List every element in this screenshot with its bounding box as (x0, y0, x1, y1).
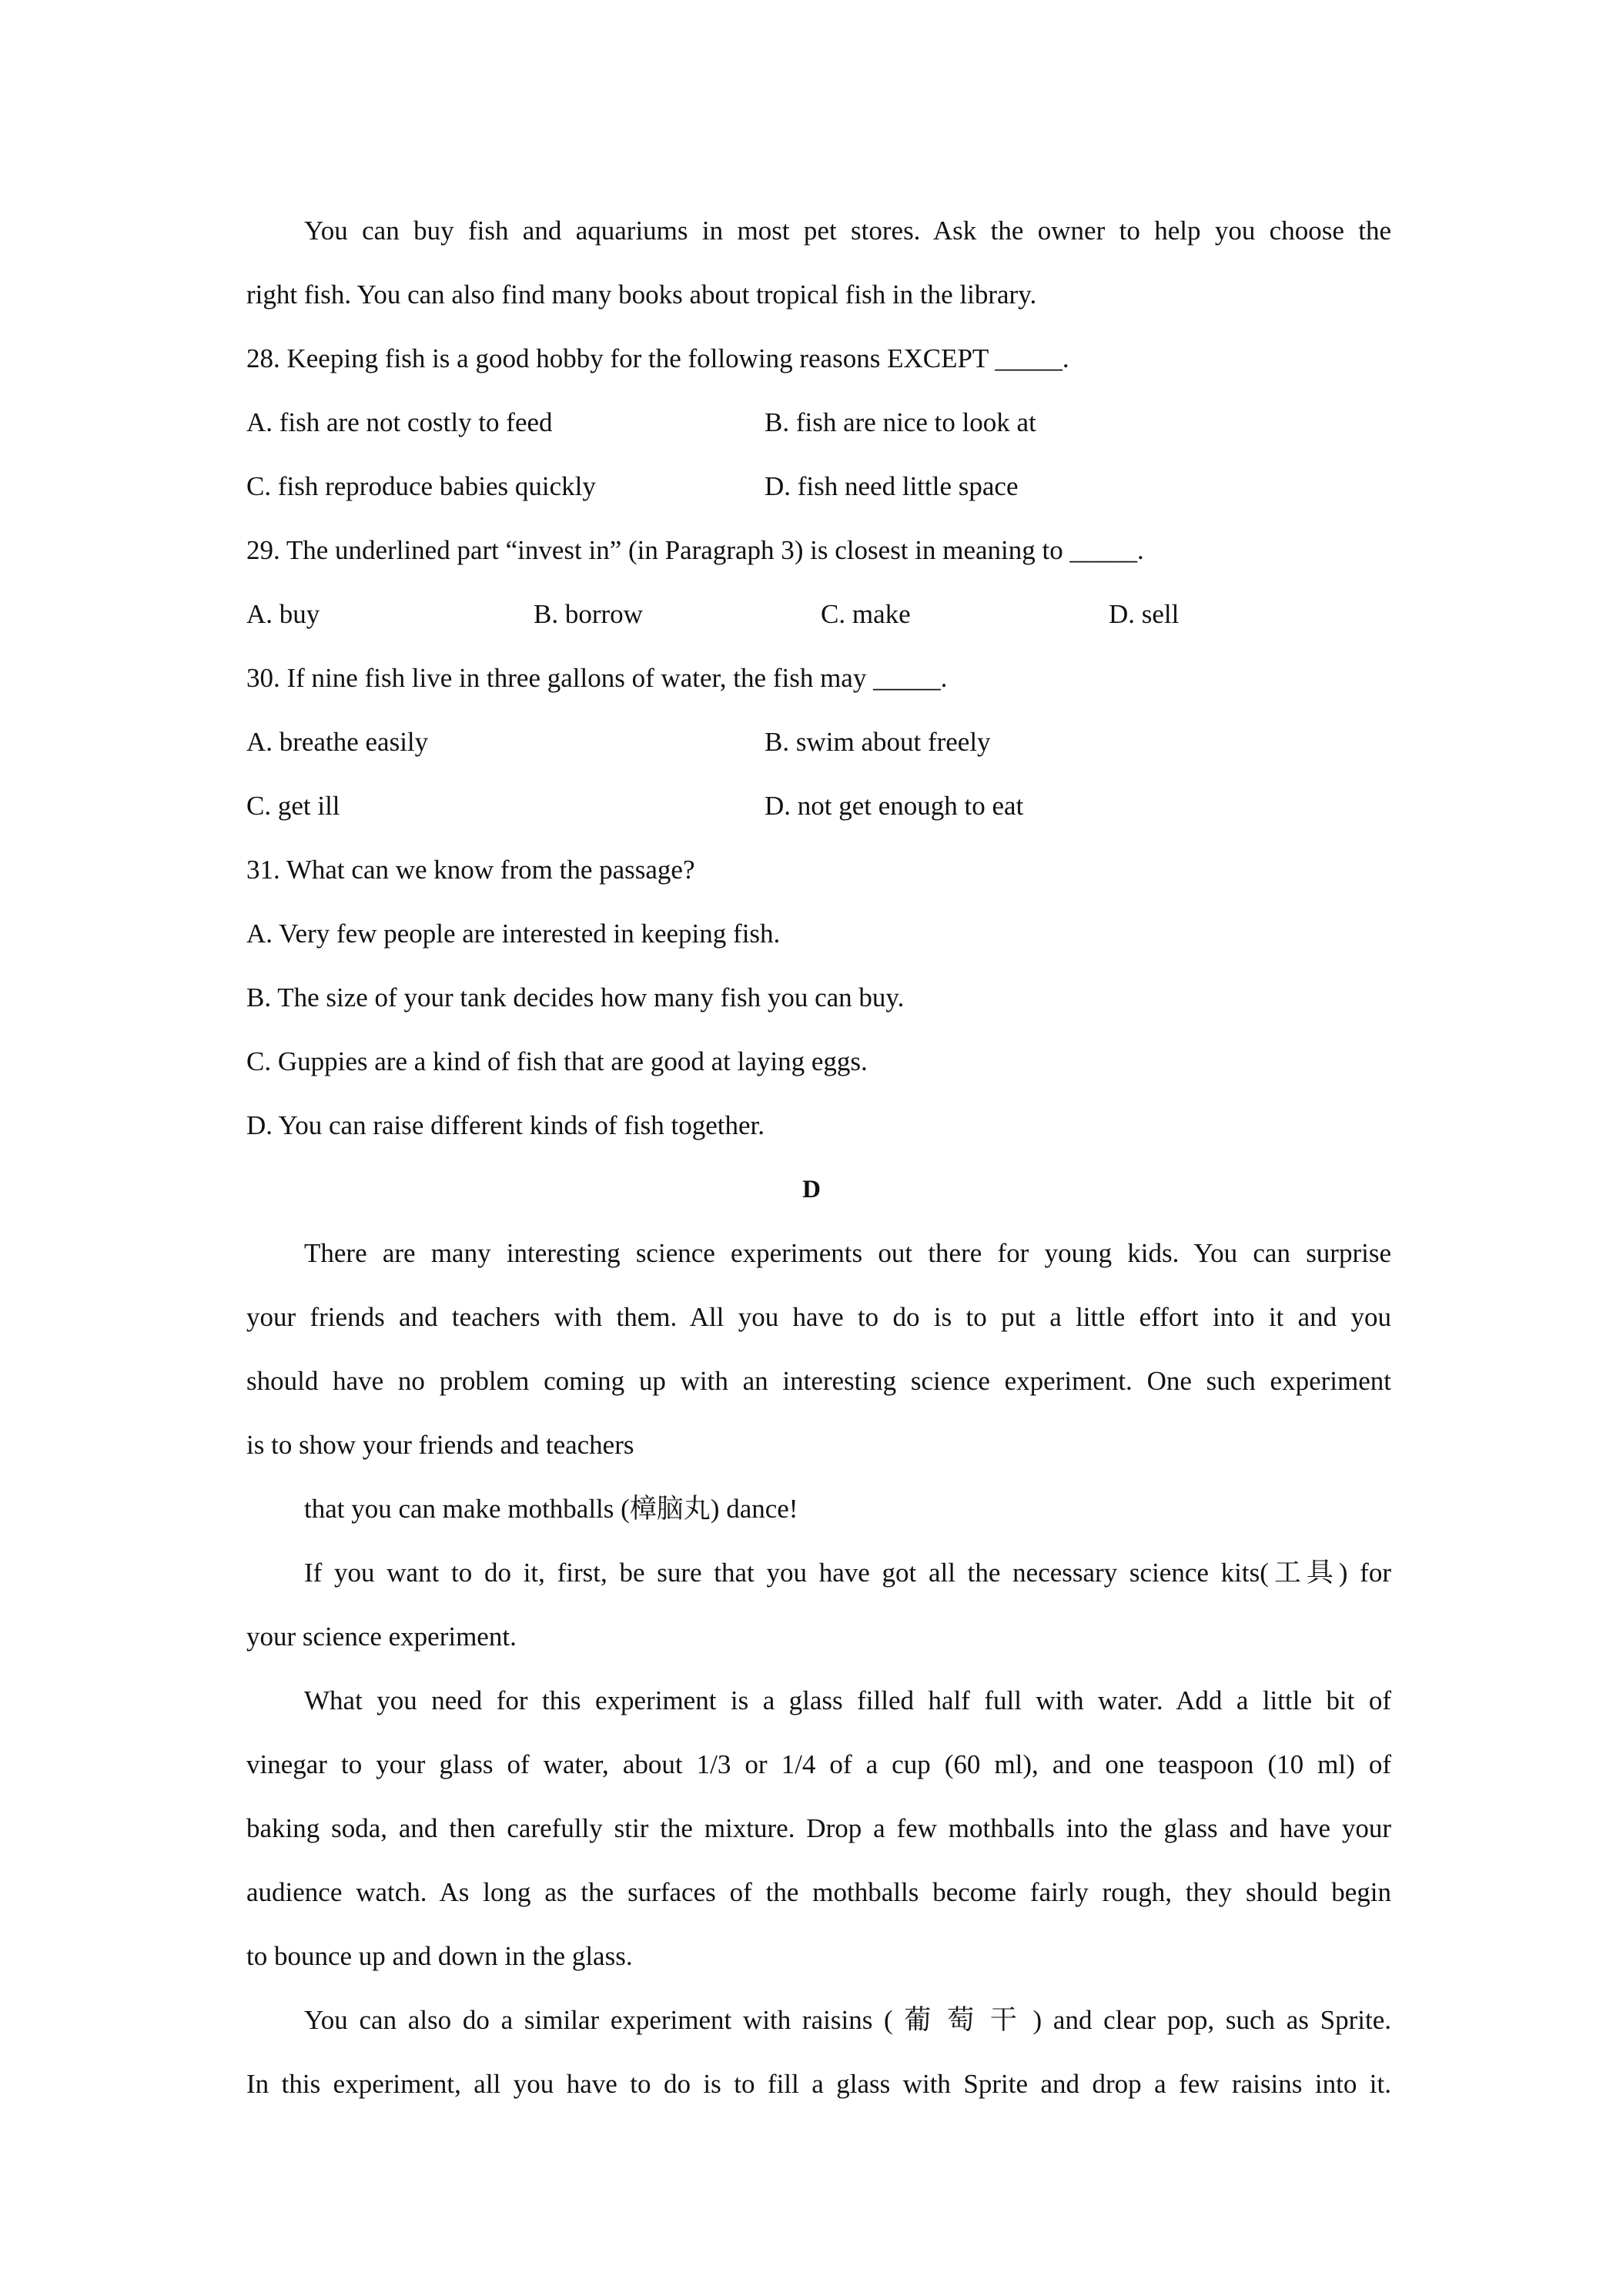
passage-d-p1-line-1: There are many interesting science experiments out there for young kids. You can surprise (304, 1238, 1391, 1268)
section-d-heading: D (802, 1176, 821, 1203)
question-31-stem: 31. What can we know from the passage? (246, 855, 695, 885)
question-30-option-a: A. breathe easily (246, 727, 429, 757)
passage-d-p4-line-1: What you need for this experiment is a glass filled half full with water. Add a little bit of (304, 1685, 1391, 1715)
question-30-option-c: C. get ill (246, 791, 340, 821)
passage-d-p2-line-1: that you can make mothballs (樟脑丸) dance! (304, 1494, 798, 1524)
question-30-option-d: D. not get enough to eat (765, 791, 1024, 821)
passage-d-p3-line-2: your science experiment. (246, 1622, 517, 1652)
question-28-option-a: A. fish are not costly to feed (246, 407, 553, 437)
passage-c-line-1: You can buy fish and aquariums in most pet stores. Ask the owner to help you choose the (304, 216, 1391, 246)
question-31-option-a: A. Very few people are interested in keeping fish. (246, 919, 781, 949)
passage-d-p4-line-2: vinegar to your glass of water, about 1/3 or 1/4 of a cup (60 ml), and one teaspoon (10 ml) of (246, 1749, 1391, 1779)
passage-d-p3-line-1: If you want to do it, first, be sure that you have got all the necessary science kits(工具) for (304, 1558, 1391, 1588)
question-31-option-d: D. You can raise different kinds of fish together. (246, 1110, 765, 1140)
question-29-option-a: A. buy (246, 599, 320, 629)
question-28-option-b: B. fish are nice to look at (765, 407, 1036, 437)
passage-d-p4-line-3: baking soda, and then carefully stir the mixture. Drop a few mothballs into the glass and have your (246, 1813, 1391, 1843)
question-29-stem: 29. The underlined part “invest in” (in Paragraph 3) is closest in meaning to _____. (246, 535, 1144, 565)
passage-d-p5-line-2: In this experiment, all you have to do is to fill a glass with Sprite and drop a few raisins into it. (246, 2069, 1391, 2099)
question-28-option-d: D. fish need little space (765, 471, 1019, 501)
passage-c-line-2: right fish. You can also find many books about tropical fish in the library. (246, 279, 1037, 310)
passage-d-p4-line-4: audience watch. As long as the surfaces of the mothballs become fairly rough, they should begin (246, 1877, 1391, 1907)
passage-d-p5-line-1: You can also do a similar experiment with raisins ( 葡 萄 干 ) and clear pop, such as Sprite. (304, 2005, 1391, 2035)
question-28-option-c: C. fish reproduce babies quickly (246, 471, 596, 501)
question-31-option-c: C. Guppies are a kind of fish that are good at laying eggs. (246, 1046, 868, 1076)
passage-d-p4-line-5: to bounce up and down in the glass. (246, 1941, 633, 1971)
question-28-stem: 28. Keeping fish is a good hobby for the following reasons EXCEPT _____. (246, 343, 1069, 373)
passage-d-p1-line-3: should have no problem coming up with an interesting science experiment. One such experiment (246, 1366, 1391, 1396)
question-30-stem: 30. If nine fish live in three gallons of water, the fish may _____. (246, 663, 948, 693)
question-29-option-b: B. borrow (534, 599, 643, 629)
question-29-option-c: C. make (821, 599, 911, 629)
passage-d-p1-line-4: is to show your friends and teachers (246, 1430, 634, 1460)
question-30-option-b: B. swim about freely (765, 727, 991, 757)
question-31-option-b: B. The size of your tank decides how many fish you can buy. (246, 982, 905, 1012)
question-29-option-d: D. sell (1109, 599, 1180, 629)
passage-d-p1-line-2: your friends and teachers with them. All you have to do is to put a little effort into it and you (246, 1302, 1391, 1332)
